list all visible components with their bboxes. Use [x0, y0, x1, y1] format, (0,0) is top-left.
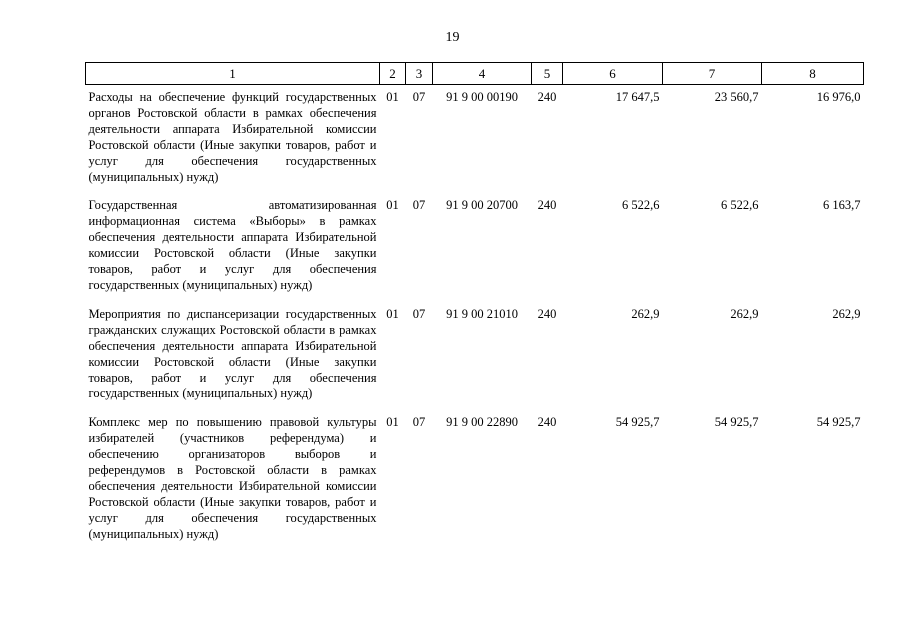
row-amount-col7: 6 522,6 [721, 198, 759, 213]
column-header-3: 3 [406, 63, 433, 85]
table-row [86, 193, 864, 301]
row-section: 01 [386, 90, 399, 104]
page-number: 19 [445, 30, 460, 45]
row-amount-col8: 54 925,7 [816, 415, 861, 430]
column-header-1: 1 [86, 63, 380, 85]
row-amount-col7: 23 560,7 [714, 90, 759, 104]
row-expense-type: 240 [537, 198, 557, 213]
column-header-6: 6 [563, 63, 663, 85]
row-description: Государственная автоматизированная информационная система «Выборы» в рамках обеспечения деятельности аппарата Избирательной комиссии Ростовской области (Иные закупки товаров, работ и услуг для обеспечения государственных (муниципальных) нужд) [88, 198, 377, 292]
row-description: Мероприятия по диспансеризации государственных гражданских служащих Ростовской области в рамках обеспечения деятельности аппарата Избирательной комиссии Ростовской области (Иные закупки товаров, работ и услуг для обеспечения государственных (муниципальных) нужд) [88, 306, 377, 401]
table-row [86, 410, 864, 550]
column-header-5: 5 [532, 63, 563, 85]
row-subsection: 07 [412, 90, 426, 104]
row-amount-col8: 16 976,0 [816, 90, 861, 104]
row-amount-col6: 6 522,6 [622, 198, 660, 213]
row-amount-col6: 17 647,5 [615, 90, 660, 104]
row-section: 01 [386, 198, 399, 213]
column-header-4: 4 [433, 63, 532, 85]
row-expense-type: 240 [537, 415, 557, 430]
row-amount-col8: 262,9 [832, 306, 861, 321]
column-header-8: 8 [762, 63, 864, 85]
row-target-code: 91 9 00 21010 [446, 306, 518, 321]
row-amount-col7: 54 925,7 [714, 415, 759, 430]
row-target-code: 91 9 00 20700 [446, 198, 518, 213]
row-description: Расходы на обеспечение функций государственных органов Ростовской области в рамках обеспечения деятельности аппарата Избирательной комиссии Ростовской области (Иные закупки товаров, работ и услуг для обеспечения государственных (муниципальных) нужд) [88, 90, 377, 184]
row-amount-col6: 54 925,7 [615, 415, 660, 430]
table-row [86, 302, 864, 410]
column-header-7: 7 [663, 63, 762, 85]
budget-table [85, 62, 864, 551]
row-amount-col7: 262,9 [730, 306, 759, 321]
row-expense-type: 240 [537, 306, 557, 321]
row-section: 01 [386, 306, 399, 321]
table-header-row [86, 63, 864, 85]
row-amount-col8: 6 163,7 [823, 198, 861, 213]
row-subsection: 07 [412, 306, 426, 321]
row-subsection: 07 [412, 198, 426, 213]
row-section: 01 [386, 415, 399, 430]
column-header-2: 2 [380, 63, 406, 85]
row-description: Комплекс мер по повышению правовой культуры избирателей (участников референдума) и обеспечению организаторов выборов и референдумов в Ростовской области в рамках обеспечения деятельности Избирательной комиссии Ростовской области (Иные закупки товаров, работ и услуг для обеспечения государственных (муниципальных) нужд) [88, 415, 377, 541]
row-subsection: 07 [412, 415, 426, 430]
row-target-code: 91 9 00 00190 [446, 90, 518, 104]
row-amount-col6: 262,9 [631, 306, 660, 321]
row-expense-type: 240 [537, 90, 557, 104]
row-target-code: 91 9 00 22890 [446, 415, 518, 430]
table-row [86, 85, 864, 194]
